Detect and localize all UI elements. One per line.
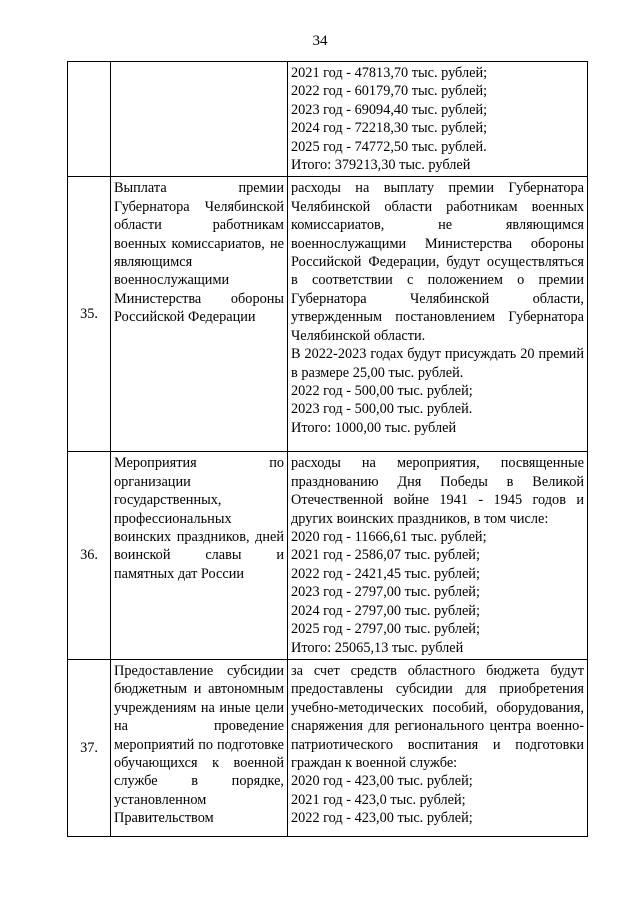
measures-table bbox=[67, 61, 588, 837]
funding-line: 2024 год - 72218,30 тыс. рублей; bbox=[291, 120, 488, 137]
table-row bbox=[68, 177, 588, 452]
funding-total: Итого: 25065,13 тыс. рублей bbox=[291, 639, 464, 656]
row-number: 36. bbox=[68, 452, 111, 659]
funding-line: 2023 год - 69094,40 тыс. рублей; bbox=[291, 101, 488, 118]
funding-line: 2020 год - 423,00 тыс. рублей; bbox=[291, 773, 473, 790]
measure-description bbox=[288, 62, 588, 177]
funding-line: 2023 год - 500,00 тыс. рублей. bbox=[291, 401, 473, 418]
description-paragraph: расходы на выплату премии Губернатора Челябинской области работникам военных комиссариатов, не являющимся военнослужащими Министерства обороны Российской Федерации, будут осуществляться в соответствии с положением о премии Губернатора Челябинской области, утвержденным постановлением Губернатора Челябинской области. bbox=[291, 180, 584, 344]
funding-line: 2021 год - 423,0 тыс. рублей; bbox=[291, 791, 466, 808]
funding-line: 2022 год - 60179,70 тыс. рублей; bbox=[291, 83, 488, 100]
description-paragraph: расходы на мероприятия, посвященные празднованию Дня Победы в Великой Отечественной войне 1941 - 1945 годов и других воинских праздников, в том числе: bbox=[291, 455, 584, 527]
funding-line: 2025 год - 74772,50 тыс. рублей. bbox=[291, 138, 487, 155]
measure-name: Выплата премии Губернатора Челябинской области работникам военных комиссариатов, не являющимся военнослужащими Министерства обороны Российской Федерации bbox=[111, 177, 288, 452]
funding-line: 2024 год - 2797,00 тыс. рублей; bbox=[291, 602, 480, 619]
funding-line: 2021 год - 2586,07 тыс. рублей; bbox=[291, 547, 480, 564]
page-number: 34 bbox=[312, 33, 328, 49]
description-paragraph: за счет средств областного бюджета будут предоставлены субсидии для приобретения учебно-методических пособий, оборудования, снаряжения для регионального центра военно-патриотического воспитания и подготовки граждан к военной службе: bbox=[291, 662, 584, 771]
funding-line: 2021 год - 47813,70 тыс. рублей; bbox=[291, 65, 488, 81]
funding-total: Итого: 379213,30 тыс. рублей bbox=[291, 157, 471, 174]
measure-name: Мероприятия по организации государственных, профессиональных воинских праздников, дней воинской славы и памятных дат России bbox=[111, 452, 288, 659]
description-paragraph: В 2022-2023 годах будут присуждать 20 премий в размере 25,00 тыс. рублей. bbox=[291, 346, 584, 381]
funding-line: 2022 год - 500,00 тыс. рублей; bbox=[291, 382, 473, 399]
row-number: 35. bbox=[68, 177, 111, 452]
funding-line: 2022 год - 2421,45 тыс. рублей; bbox=[291, 565, 480, 582]
funding-total: Итого: 1000,00 тыс. рублей bbox=[291, 419, 457, 436]
row-number bbox=[68, 62, 111, 177]
measure-description bbox=[288, 177, 588, 452]
table-row bbox=[68, 452, 588, 659]
row-number: 37. bbox=[68, 659, 111, 836]
funding-line: 2025 год - 2797,00 тыс. рублей; bbox=[291, 621, 480, 638]
measure-description bbox=[288, 452, 588, 659]
funding-line: 2020 год - 11666,61 тыс. рублей; bbox=[291, 529, 487, 546]
measure-description bbox=[288, 659, 588, 836]
measure-name: Предоставление субсидии бюджетным и автономным учреждениям на иные цели на проведение мероприятий по подготовке обучающихся к военной службе в порядке, установленном Правительством bbox=[111, 659, 288, 836]
table-row bbox=[68, 62, 588, 177]
funding-line: 2023 год - 2797,00 тыс. рублей; bbox=[291, 584, 480, 601]
table-row bbox=[68, 659, 588, 836]
measure-name bbox=[111, 62, 288, 177]
funding-line: 2022 год - 423,00 тыс. рублей; bbox=[291, 810, 473, 827]
